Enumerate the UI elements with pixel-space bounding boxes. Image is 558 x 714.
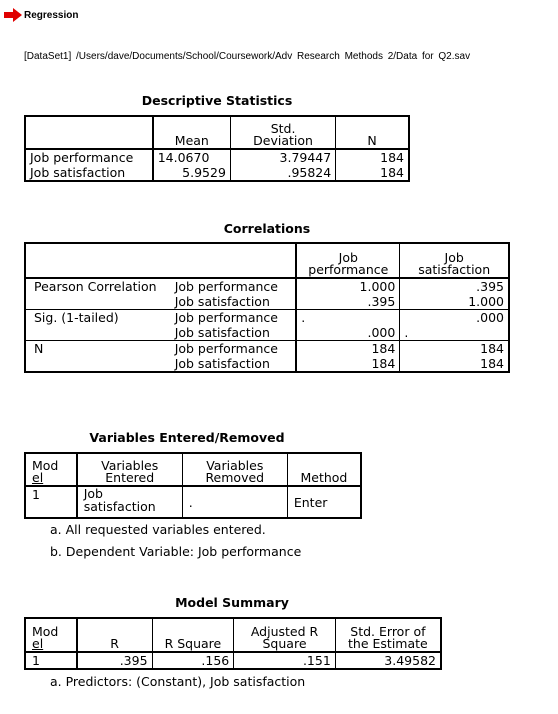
cell-value: .000 <box>296 325 400 341</box>
table-row <box>25 294 509 310</box>
dataset-path: [DataSet1] /Users/dave/Documents/School/Coursework/Adv Research Methods 2/Data for Q2.sav <box>24 51 471 62</box>
variables-title: Variables Entered/Removed <box>89 430 285 445</box>
cell-std-error: 3.49582 <box>335 652 441 669</box>
table-row <box>25 325 509 341</box>
table-row <box>25 278 509 294</box>
cell-adjusted-r-square: .151 <box>234 652 336 669</box>
descriptive-header-row <box>25 116 409 149</box>
header-entered: Variables Entered <box>77 453 183 486</box>
descriptive-title: Descriptive Statistics <box>141 93 293 108</box>
cell-model: 1 <box>32 487 40 502</box>
group-label: Sig. (1-tailed) <box>34 310 119 325</box>
cell-std: 3.79447 <box>230 149 335 165</box>
header-r-square: R Square <box>152 618 234 652</box>
cell-removed: . <box>182 486 287 518</box>
model-summary-note-a: a. Predictors: (Constant), Job satisfaction <box>50 674 306 689</box>
cell-value: .395 <box>400 278 509 294</box>
row-var: Job satisfaction <box>174 325 270 340</box>
cell-n: 184 <box>336 149 409 165</box>
header-job-satisfaction: Job satisfaction <box>400 243 509 278</box>
table-row <box>25 341 509 357</box>
header-std: Std. Deviation <box>230 116 335 149</box>
header-model: Mod el <box>32 458 59 485</box>
header-adjusted-r-square: Adjusted R Square <box>234 618 336 652</box>
cell-n: 184 <box>336 165 409 181</box>
descriptive-table <box>24 115 410 182</box>
variables-note-b: b. Dependent Variable: Job performance <box>50 544 302 559</box>
header-n: N <box>336 116 409 149</box>
cell-model: 1 <box>32 653 40 668</box>
table-row <box>25 652 441 669</box>
cell-value: .395 <box>296 294 400 310</box>
table-row <box>25 486 361 518</box>
header-method: Method <box>287 453 361 486</box>
table-row <box>25 165 409 181</box>
group-label: Pearson Correlation <box>34 279 157 294</box>
header-std-error: Std. Error of the Estimate <box>335 618 441 652</box>
header-job-performance: Job performance <box>296 243 400 278</box>
cell-value: 184 <box>400 356 509 372</box>
variables-header-row <box>25 453 361 486</box>
cell-value: . <box>296 310 400 326</box>
cell-mean: 5.9529 <box>153 165 231 181</box>
cell-value: 184 <box>400 341 509 357</box>
header-removed: Variables Removed <box>182 453 287 486</box>
group-label: N <box>34 341 44 356</box>
table-row <box>25 149 409 165</box>
cell-value: .000 <box>400 310 509 326</box>
table-row <box>25 310 509 326</box>
variables-table <box>24 452 362 519</box>
row-var: Job satisfaction <box>174 356 270 371</box>
correlations-header-row <box>25 243 509 278</box>
cell-r: .395 <box>77 652 152 669</box>
cell-r-square: .156 <box>152 652 234 669</box>
row-var: Job satisfaction <box>174 294 270 309</box>
row-var: Job performance <box>174 341 278 356</box>
cell-entered: Job satisfaction <box>77 486 183 518</box>
variables-note-a: a. All requested variables entered. <box>50 522 266 537</box>
header-mean: Mean <box>153 116 231 149</box>
red-arrow-icon <box>4 8 22 22</box>
correlations-title: Correlations <box>223 221 311 236</box>
cell-value: . <box>400 325 509 341</box>
row-label: Job performance <box>30 150 134 165</box>
model-summary-table <box>24 617 442 670</box>
header-model: Mod el <box>32 624 59 651</box>
cell-value: 1.000 <box>400 294 509 310</box>
table-row <box>25 356 509 372</box>
row-label: Job satisfaction <box>30 165 126 180</box>
cell-method: Enter <box>287 486 361 518</box>
cell-value: 1.000 <box>296 278 400 294</box>
row-var: Job performance <box>174 310 278 325</box>
header-r: R <box>77 618 152 652</box>
cell-std: .95824 <box>230 165 335 181</box>
model-summary-title: Model Summary <box>175 595 289 610</box>
row-var: Job performance <box>174 279 278 294</box>
cell-mean: 14.0670 <box>153 149 231 165</box>
model-summary-header-row <box>25 618 441 652</box>
cell-value: 184 <box>296 341 400 357</box>
correlations-table <box>24 242 510 373</box>
output-heading: Regression <box>24 10 79 21</box>
cell-value: 184 <box>296 356 400 372</box>
